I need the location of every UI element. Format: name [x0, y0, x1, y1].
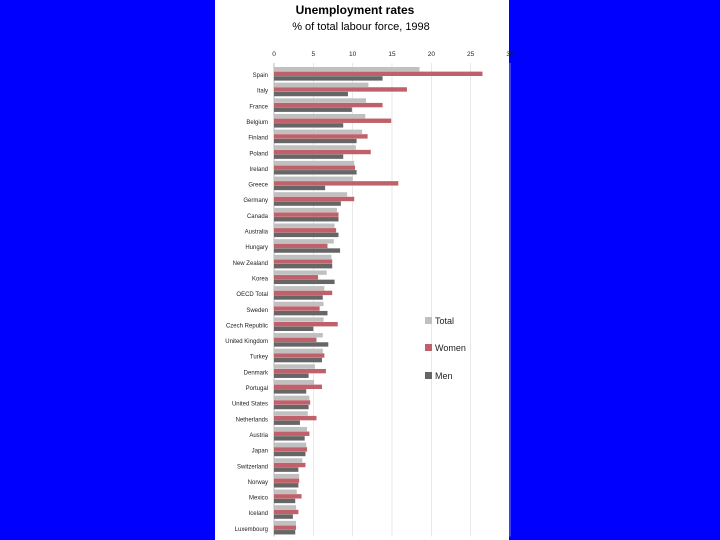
category-label: Belgium: [246, 119, 268, 126]
bar-men: [274, 499, 295, 503]
bar-men: [274, 467, 298, 471]
bar-women: [274, 338, 316, 342]
bar-total: [274, 411, 308, 415]
bar-total: [274, 192, 347, 196]
bar-men: [274, 201, 341, 205]
bar-women: [274, 369, 326, 373]
bar-total: [274, 83, 368, 87]
category-label: Hungary: [245, 245, 268, 252]
category-label: Switzerland: [236, 464, 268, 471]
bar-total: [274, 474, 299, 478]
bar-women: [274, 134, 368, 138]
bar-women: [274, 150, 371, 154]
bar-men: [274, 123, 343, 127]
bars: [274, 67, 482, 534]
legend-swatch-women: [425, 344, 432, 351]
x-tick-label: 15: [388, 51, 396, 58]
category-label: Luxembourg: [234, 526, 268, 533]
x-tick-label: 0: [272, 51, 276, 58]
bar-women: [274, 432, 309, 436]
chart-panel: [215, 0, 514, 540]
bar-women: [274, 72, 482, 76]
bar-men: [274, 358, 322, 362]
category-label: Korea: [251, 276, 268, 283]
bar-men: [274, 295, 323, 299]
bar-women: [274, 416, 316, 420]
gridlines: [274, 63, 510, 537]
bar-women: [274, 353, 324, 357]
bar-women: [274, 447, 307, 451]
bar-total: [274, 364, 315, 368]
category-label: Iceland: [248, 511, 268, 518]
bar-men: [274, 108, 352, 112]
bar-total: [274, 317, 324, 321]
bar-total: [274, 208, 337, 212]
category-label: Austria: [249, 432, 268, 439]
bar-total: [274, 427, 307, 431]
bar-women: [274, 400, 310, 404]
chart-subtitle: % of total labour force, 1998: [292, 21, 430, 33]
bar-men: [274, 311, 327, 315]
bar-men: [274, 530, 295, 534]
x-tick-label: 20: [427, 51, 435, 58]
legend-label-men: Men: [435, 371, 453, 381]
bar-women: [274, 479, 299, 483]
bar-women: [274, 291, 332, 295]
bar-total: [274, 161, 354, 165]
category-label: Australia: [244, 229, 268, 236]
bar-women: [274, 228, 336, 232]
x-tick-label: 10: [349, 51, 357, 58]
bar-men: [274, 170, 357, 174]
bar-total: [274, 286, 324, 290]
category-label: Japan: [251, 448, 268, 455]
category-label: Poland: [249, 151, 268, 158]
bar-men: [274, 421, 300, 425]
category-label: Czech Republic: [225, 323, 268, 330]
category-label: Germany: [243, 198, 268, 205]
category-label: Turkey: [249, 354, 268, 361]
category-label: Mexico: [248, 495, 268, 502]
unemployment-chart: [215, 0, 514, 540]
x-axis-ticks: [272, 51, 514, 58]
bar-total: [274, 443, 306, 447]
category-label: Finland: [248, 135, 268, 142]
bar-men: [274, 327, 313, 331]
bar-women: [274, 244, 327, 248]
bar-total: [274, 145, 356, 149]
bar-women: [274, 306, 320, 310]
bar-men: [274, 233, 339, 237]
bar-total: [274, 521, 296, 525]
bar-women: [274, 385, 322, 389]
bar-women: [274, 103, 383, 107]
bar-men: [274, 92, 348, 96]
bar-total: [274, 177, 353, 181]
bar-men: [274, 217, 339, 221]
category-label: Ireland: [249, 166, 268, 173]
bar-women: [274, 181, 398, 185]
bar-men: [274, 186, 325, 190]
chart-title: Unemployment rates: [295, 3, 415, 17]
bar-men: [274, 264, 332, 268]
bar-total: [274, 349, 323, 353]
bar-women: [274, 119, 391, 123]
bar-women: [274, 463, 305, 467]
category-label: United States: [231, 401, 268, 408]
bar-men: [274, 483, 298, 487]
category-label: Portugal: [245, 386, 268, 392]
bar-women: [274, 197, 354, 201]
bar-men: [274, 280, 335, 284]
bar-total: [274, 67, 420, 71]
bar-women: [274, 259, 332, 263]
category-label: Sweden: [246, 307, 268, 314]
bar-men: [274, 76, 383, 80]
legend-swatch-men: [425, 372, 432, 379]
bar-men: [274, 374, 309, 378]
bar-women: [274, 525, 296, 529]
x-tick-label: 30: [506, 51, 514, 58]
category-label: United Kingdom: [225, 339, 268, 346]
bar-men: [274, 154, 343, 158]
bar-women: [274, 212, 339, 216]
bar-total: [274, 380, 314, 384]
bar-women: [274, 494, 302, 498]
bar-men: [274, 248, 340, 252]
bar-total: [274, 490, 297, 494]
category-label: New Zealand: [232, 260, 268, 267]
x-tick-label: 25: [467, 51, 475, 58]
category-label: OECD Total: [236, 292, 268, 299]
category-labels: [225, 73, 269, 533]
bar-total: [274, 239, 334, 243]
bar-men: [274, 389, 306, 393]
bar-men: [274, 405, 309, 409]
category-label: Canada: [246, 213, 268, 220]
bar-total: [274, 114, 365, 118]
bar-total: [274, 270, 327, 274]
bar-total: [274, 224, 335, 228]
bar-men: [274, 342, 328, 346]
category-label: Italy: [256, 88, 268, 95]
bar-total: [274, 458, 302, 462]
category-label: Denmark: [243, 370, 268, 377]
category-label: Spain: [252, 73, 268, 79]
bar-total: [274, 396, 309, 400]
bar-women: [274, 510, 298, 514]
bar-total: [274, 302, 324, 306]
category-label: Norway: [247, 479, 268, 486]
bar-total: [274, 130, 362, 134]
bar-men: [274, 436, 305, 440]
bar-men: [274, 514, 293, 518]
bar-women: [274, 275, 318, 279]
bar-men: [274, 139, 357, 143]
bar-total: [274, 505, 296, 509]
legend-swatch-total: [425, 317, 432, 324]
x-tick-label: 5: [311, 51, 316, 58]
legend-label-total: Total: [435, 316, 455, 326]
bar-men: [274, 452, 305, 456]
bar-total: [274, 255, 331, 259]
category-label: Greece: [248, 182, 268, 189]
bar-women: [274, 166, 355, 170]
category-label: Netherlands: [235, 417, 268, 424]
legend-label-women: Women: [435, 343, 466, 353]
bar-total: [274, 98, 366, 102]
bar-women: [274, 322, 338, 326]
bar-total: [274, 333, 323, 337]
category-label: France: [249, 104, 268, 111]
bar-women: [274, 87, 407, 91]
